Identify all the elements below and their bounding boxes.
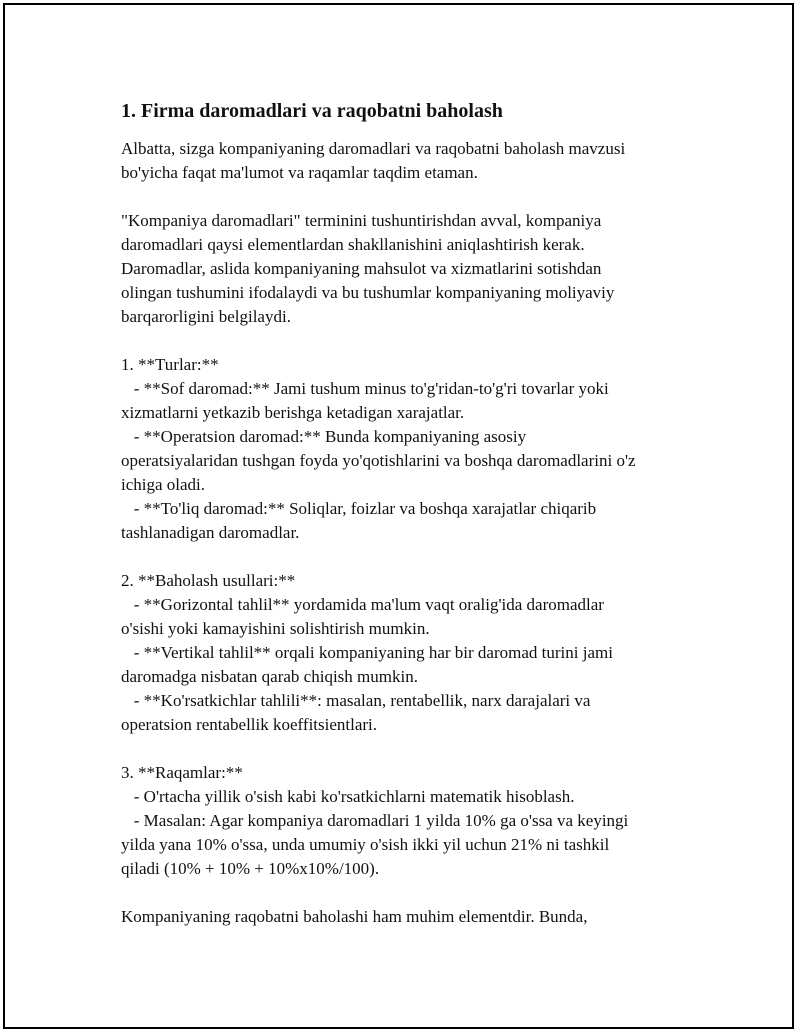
document-body-text: Albatta, sizga kompaniyaning daromadlari va raqobatni baholash mavzusi bo'yicha faqat ma'lumot va raqamlar taqdim etaman. "Kompaniya daromadlari" terminini tushuntirishdan avval, kompaniya daromadlari qaysi elementlardan shakllanishini aniqlashtirish kerak. Daromadlar, aslida kompaniyaning mahsulot va xizmatlarini sotishdan olingan tushumini ifodalaydi va bu tushumlar kompaniyaning moliyaviy barqarorligini belgilaydi. 1. **Turlar:** - **Sof daromad:** Jami tushum minus to'g'ridan-to'g'ri tovarlar yoki xizmatlarni yetkazib berishga ketadigan xarajatlar. - **Operatsion daromad:** Bunda kompaniyaning asosiy operatsiyalaridan tushgan foyda yo'qotishlarini va boshqa daromadlarini o'z ichiga oladi. - **To'liq daromad:** Soliqlar, foizlar va boshqa xarajatlar chiqarib tashlanadigan daromadlar. 2. **Baholash usullari:** - **Gorizontal tahlil** yordamida ma'lum vaqt oralig'ida daromadlar o'sishi yoki kamayishini solishtirish mumkin. - **Vertikal tahlil** orqali kompaniyaning har bir daromad turini jami daromadga nisbatan qarab chiqish mumkin. - **Ko'rsatkichlar tahlili**: masalan, rentabellik, narx darajalari va operatsion rentabellik koeffitsientlari. 3. **Raqamlar:** - O'rtacha yillik o'sish kabi ko'rsatkichlarni matematik hisoblash. - Masalan: Agar kompaniya daromadlari 1 yilda 10% ga o'ssa va keyingi yilda yana 10% o'ssa, unda umumiy o'sish ikki yil uchun 21% ni tashkil qiladi (10% + 10% + 10%x10%/100). Kompaniyaning raqobatni baholashi ham muhim elementdir. Bunda,	[121, 139, 636, 926]
document-title: 1. Firma daromadlari va raqobatni baholash	[121, 100, 503, 122]
document-content	[121, 99, 681, 929]
document-page	[3, 3, 794, 1029]
